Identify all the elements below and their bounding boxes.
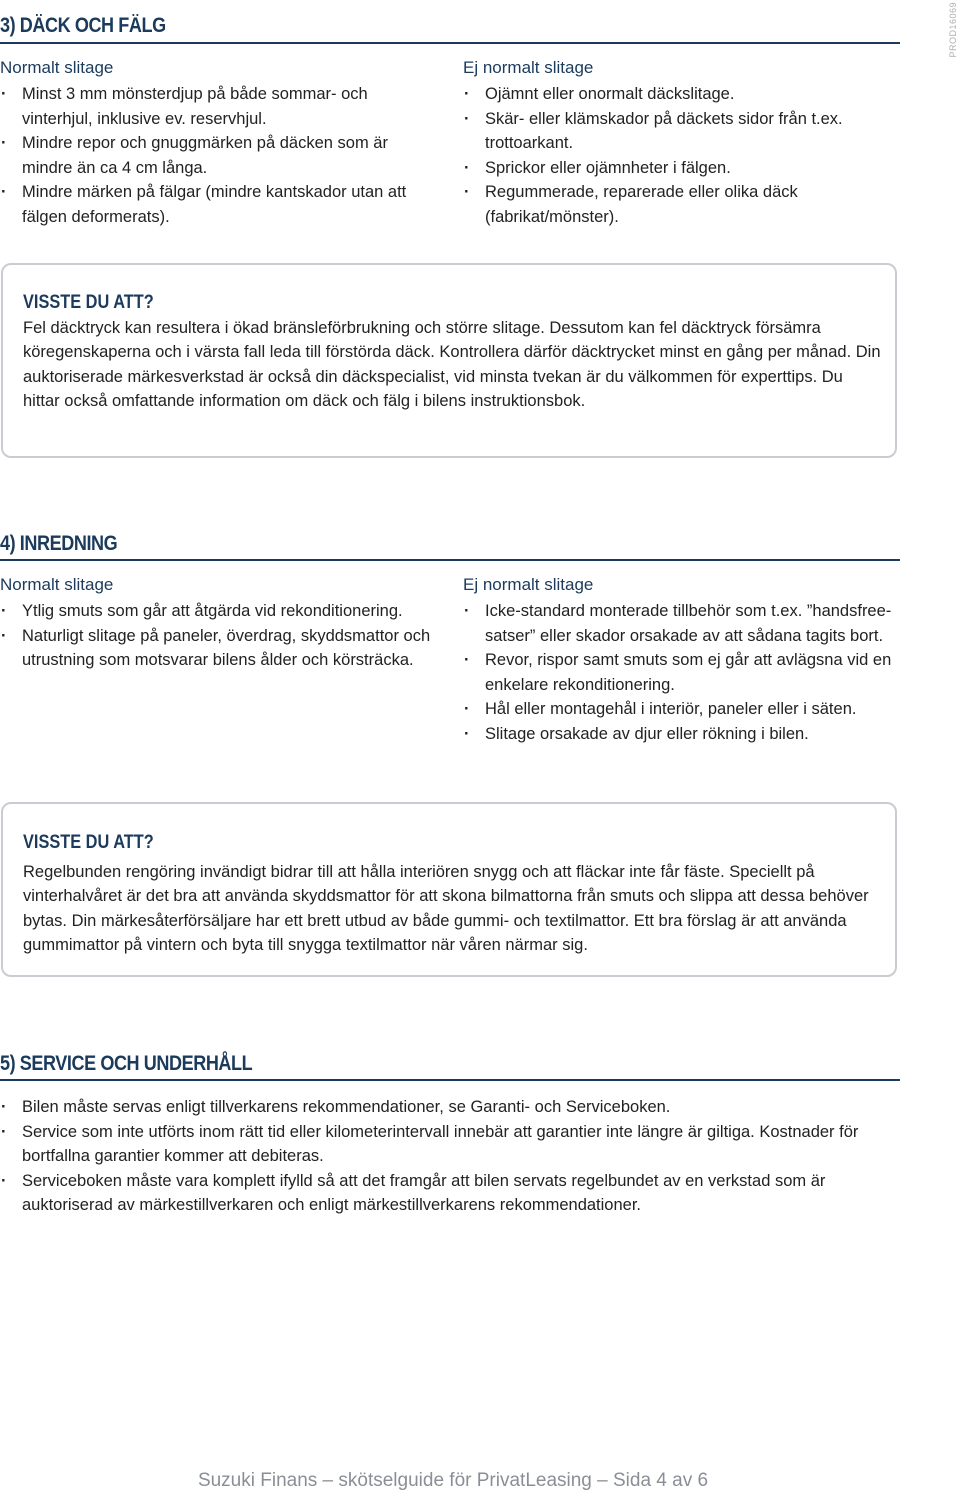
section-rule bbox=[0, 559, 900, 561]
list-item: · Serviceboken måste vara komplett ifylld så att det framgår att bilen servats regelbundet av en verkstad som är auktoriserad av märkestillverkaren och enligt märkestillverkarens rekommendationer. bbox=[0, 1169, 905, 1218]
list-item: · Ojämnt eller onormalt däckslitage. bbox=[463, 82, 903, 107]
tires-abnormal-column bbox=[463, 56, 903, 229]
interior-abnormal-list bbox=[463, 599, 903, 746]
interior-normal-column bbox=[0, 573, 440, 673]
list-item: · Mindre repor och gnuggmärken på däcken som är mindre än ca 4 cm långa. bbox=[0, 131, 440, 180]
page-footer: Suzuki Finans – skötselguide för PrivatLeasing – Sida 4 av 6 bbox=[197, 1470, 709, 1491]
section-title-service: 5) SERVICE OCH UNDERHÅLL bbox=[0, 1052, 253, 1075]
tires-abnormal-list bbox=[463, 82, 903, 229]
tires-normal-list bbox=[0, 82, 440, 229]
list-item: · Skär- eller klämskador på däckets sidor från t.ex. trottoarkant. bbox=[463, 107, 903, 156]
list-item: · Regummerade, reparerade eller olika däck (fabrikat/mönster). bbox=[463, 180, 903, 229]
list-item: · Naturligt slitage på paneler, överdrag, skyddsmattor och utrustning som motsvarar bilens ålder och körsträcka. bbox=[0, 624, 440, 673]
list-item: · Icke-standard monterade tillbehör som t.ex. ”handsfree-satser” eller skador orsakade av att sådana tagits bort. bbox=[463, 599, 903, 648]
list-item: · Hål eller montagehål i interiör, paneler eller i säten. bbox=[463, 697, 903, 722]
section-rule bbox=[0, 42, 900, 44]
product-code: PROD16069 bbox=[948, 2, 958, 58]
list-item: · Slitage orsakade av djur eller rökning i bilen. bbox=[463, 722, 903, 747]
did-you-know-title: VISSTE DU ATT? bbox=[23, 292, 154, 313]
list-item: · Sprickor eller ojämnheter i fälgen. bbox=[463, 156, 903, 181]
did-you-know-box-interior bbox=[1, 802, 897, 977]
did-you-know-box-tires bbox=[1, 263, 897, 458]
section-title-tires: 3) DÄCK OCH FÄLG bbox=[0, 14, 166, 37]
list-item: · Service som inte utförts inom rätt tid eller kilometerintervall innebär att garantier inte längre är giltiga. Kostnader för bortfallna garantier kommer att debiteras. bbox=[0, 1120, 905, 1169]
tires-abnormal-heading: Ej normalt slitage bbox=[463, 58, 594, 77]
section-rule bbox=[0, 1079, 900, 1081]
list-item: · Mindre märken på fälgar (mindre kantskador utan att fälgen deformerats). bbox=[0, 180, 440, 229]
service-list bbox=[0, 1095, 905, 1218]
service-column bbox=[0, 1095, 905, 1218]
tires-normal-heading: Normalt slitage bbox=[0, 58, 114, 77]
interior-normal-heading: Normalt slitage bbox=[0, 575, 114, 594]
tires-normal-column bbox=[0, 56, 440, 229]
section-title-interior: 4) INREDNING bbox=[0, 532, 118, 555]
list-item: · Bilen måste servas enligt tillverkarens rekommendationer, se Garanti- och Serviceboken. bbox=[0, 1095, 905, 1120]
list-item: · Ytlig smuts som går att åtgärda vid rekonditionering. bbox=[0, 599, 440, 624]
interior-normal-list bbox=[0, 599, 440, 673]
interior-abnormal-heading: Ej normalt slitage bbox=[463, 575, 594, 594]
list-item: · Minst 3 mm mönsterdjup på både sommar- och vinterhjul, inklusive ev. reservhjul. bbox=[0, 82, 440, 131]
interior-abnormal-column bbox=[463, 573, 903, 746]
did-you-know-title: VISSTE DU ATT? bbox=[23, 832, 154, 853]
list-item: · Revor, rispor samt smuts som ej går att avlägsna vid en enkelare rekonditionering. bbox=[463, 648, 903, 697]
did-you-know-text: Regelbunden rengöring invändigt bidrar till att hålla interiören snygg och att fläckar inte får fäste. Speciellt på vinterhalvåret är det bra att använda skyddsmattor för att skona bilmattorna från smuts och slippa att dessa behöver bytas. Din märkesåterförsäljare har ett brett utbud av både gummi- och textilmattor. Ett bra förslag är att använda gummimattor på vintern och byta till snygga textilmattor när våren närmar sig. bbox=[23, 863, 869, 954]
did-you-know-text: Fel däcktryck kan resultera i ökad bränsleförbrukning och större slitage. Dessutom kan fel däcktryck försämra köregenskaperna och i värsta fall leda till förstörda däck. Kontrollera därför däcktrycket minst en gång per månad. Din auktoriserade märkesverkstad är också din däckspecialist, vid minsta tvekan är du välkommen för experttips. Du hittar också omfattande information om däck och fälg i bilens instruktionsbok. bbox=[23, 319, 881, 410]
